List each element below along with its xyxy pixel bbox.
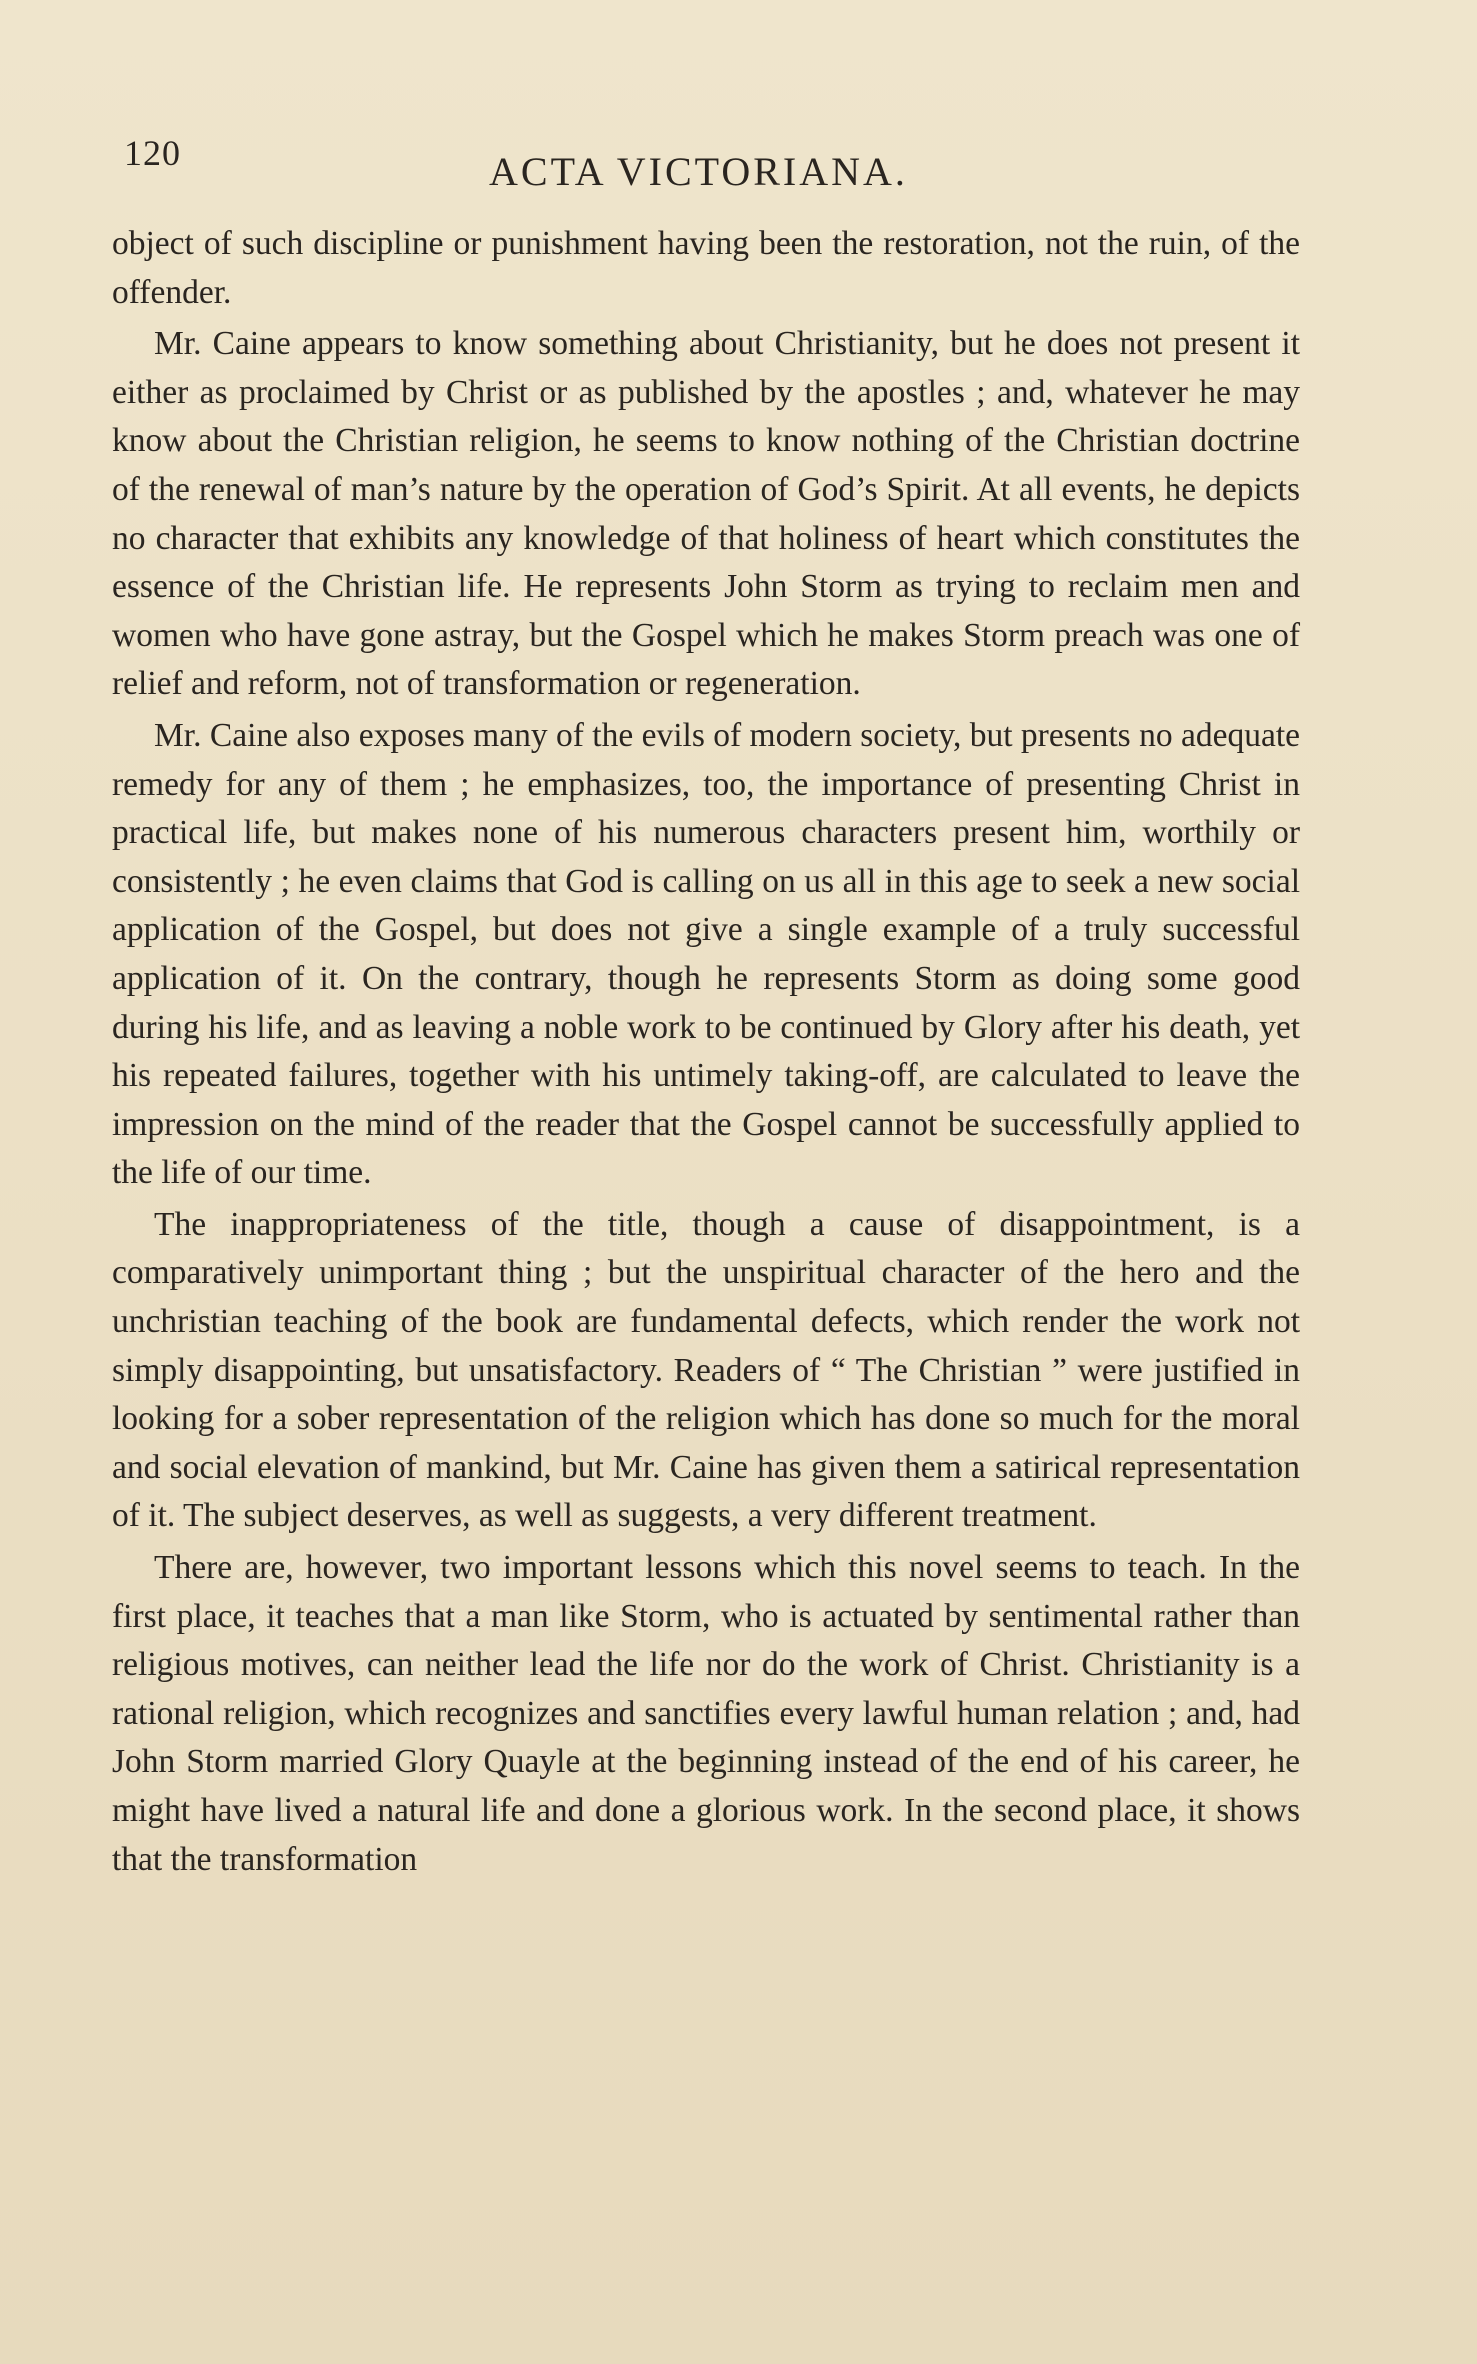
paragraph-caine-christianity: Mr. Caine appears to know something about Christianity, but he does not present it either as proclaimed by Christ or as published by the apostles ; and, whatever he may know about the Christian religion, he seems to know nothing of the Christian doctrine of the renewal of man’s nature by the operation of God’s Spirit. At all events, he depicts no character that exhibits any knowledge of that holiness of heart which constitutes the essence of the Christian life. He represents John Storm as trying to reclaim men and women who have gone astray, but the Gospel which he makes Storm preach was one of relief and reform, not of transformation or regeneration. <box>112 325 1300 703</box>
running-head: ACTA VICTORIANA. <box>489 149 908 194</box>
paragraph-evils-of-society: Mr. Caine also exposes many of the evils of modern society, but presents no adequate remedy for any of them ; he emphasizes, too, the importance of presenting Christ in practical life, but makes none of his numerous characters present him, worthily or consistently ; he even claims that God is calling on us all in this age to seek a new social application of the Gospel, but does not give a single example of a truly successful application of it. On the contrary, though he represents Storm as doing some good during his life, and as leaving a noble work to be continued by Glory after his death, yet his repeated failures, together with his untimely taking-off, are calculated to leave the impression on the mind of the reader that the Gospel cannot be successfully applied to the life of our time. <box>112 716 1300 1192</box>
page-header <box>124 132 1304 192</box>
page-number: 120 <box>124 133 181 173</box>
body-text <box>112 220 1300 1884</box>
paragraph-continued: object of such discipline or punishment having been the restoration, not the ruin, of the offender. <box>112 225 1300 311</box>
paragraph-two-lessons: There are, however, two important lessons which this novel seems to teach. In the first place, it teaches that a man like Storm, who is actuated by sentimental rather than religious motives, can neither lead the life nor do the work of Christ. Christianity is a rational religion, which recognizes and sanctifies every lawful human relation ; and, had John Storm married Glory Quayle at the beginning instead of the end of his career, he might have lived a natural life and done a glorious work. In the second place, it shows that the transformation <box>112 1549 1300 1878</box>
paragraph-inappropriateness: The inappropriateness of the title, though a cause of disappointment, is a comparatively unimportant thing ; but the unspiritual character of the hero and the unchristian teaching of the book are fundamental defects, which render the work not simply disappointing, but unsatisfactory. Readers of “ The Christian ” were justified in looking for a sober representation of the religion which has done so much for the moral and social elevation of mankind, but Mr. Caine has given them a satirical representation of it. The subject deserves, as well as suggests, a very different treatment. <box>112 1205 1300 1535</box>
